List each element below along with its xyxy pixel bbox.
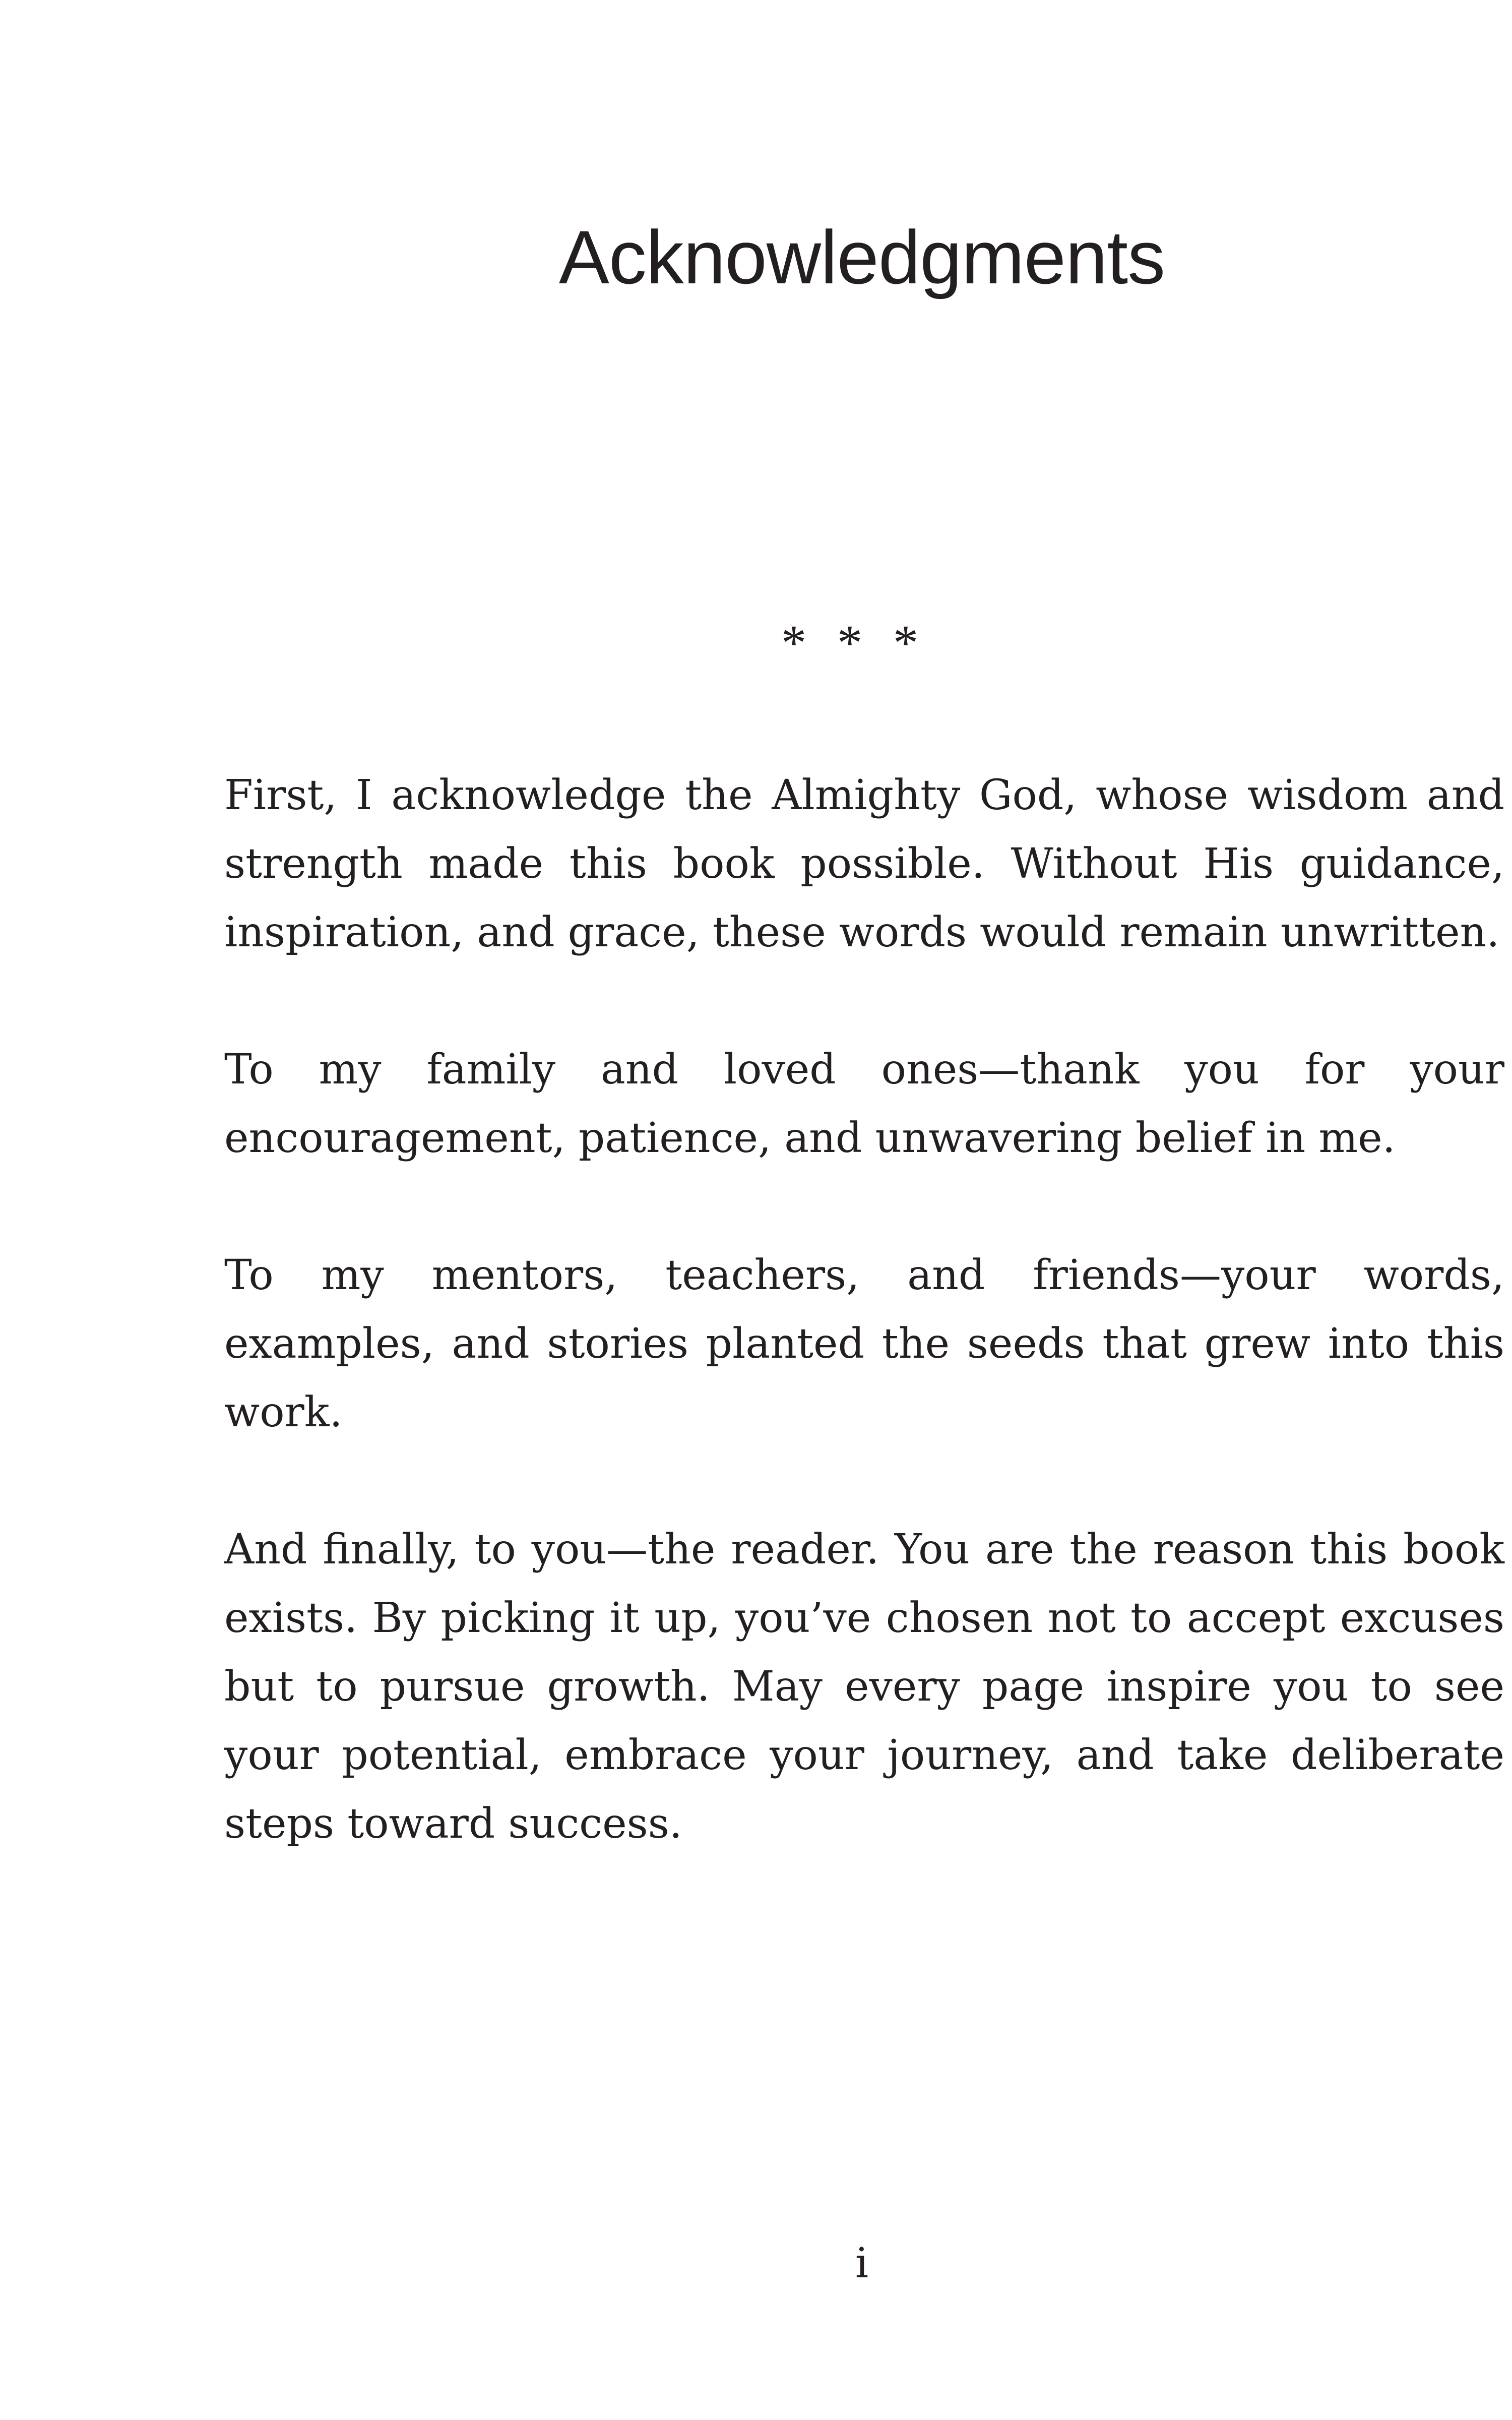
section-separator: * * * (781, 615, 927, 671)
paragraph-mentors: To my mentors, teachers, and friends—your words, examples, and stories planted the seeds that grew into this work. (224, 1251, 1504, 1436)
paragraph-reader: And finally, to you—the reader. You are the reason this book exists. By picking it up, you’ve chosen not to accept excuses but to pursue growth. May every page inspire you to see your potential, embrace your journey, and take deliberate steps toward success. (224, 1526, 1504, 1848)
paragraph-god: First, I acknowledge the Almighty God, whose wisdom and strength made this book possible. Without His guidance, inspiration, and grace, these words would remain unwritten. (224, 771, 1504, 956)
page-title: Acknowledgments (558, 215, 1165, 299)
page-number: i (855, 2240, 869, 2287)
acknowledgments-body (224, 761, 1504, 1858)
paragraph-family: To my family and loved ones—thank you for your encouragement, patience, and unwavering belief in me. (224, 1046, 1504, 1162)
